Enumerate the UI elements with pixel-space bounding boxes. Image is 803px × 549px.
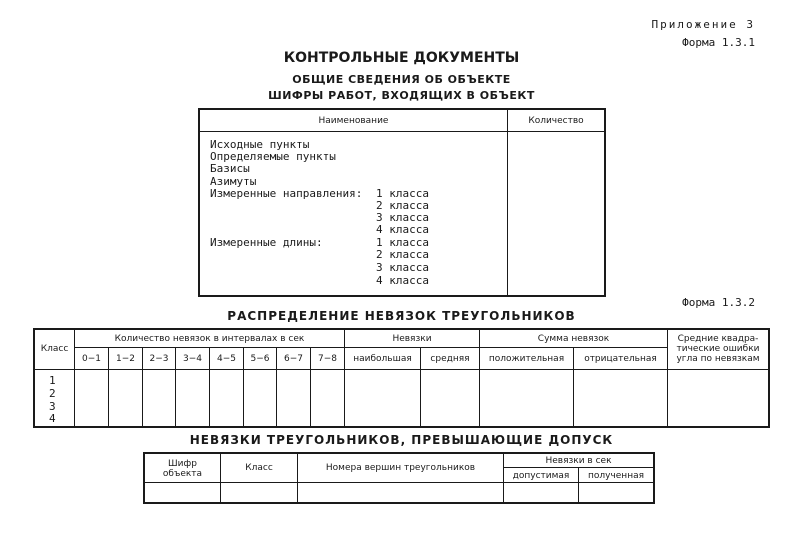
misclosure-mean: средняя	[430, 354, 470, 364]
section-title-codes: ШИФРЫ РАБОТ, ВХОДЯЩИХ В ОБЪЕКТ	[268, 89, 535, 102]
col-header-count: Количество	[528, 116, 584, 126]
col-header-code-line2: объекта	[162, 469, 203, 479]
col-header-name: Наименование	[318, 116, 389, 126]
lengths-class-2: 2 класса	[376, 248, 429, 261]
col-header-class: Класс	[40, 344, 69, 354]
form-label-2: Форма 1.3.2	[682, 296, 755, 309]
row-measured-lengths: Измеренные длины:	[210, 236, 323, 249]
interval-0-1: 0−1	[82, 354, 101, 364]
section-title-excess: НЕВЯЗКИ ТРЕУГОЛЬНИКОВ, ПРЕВЫШАЮЩИЕ ДОПУСК	[189, 433, 614, 447]
sum-negative: отрицательная	[584, 354, 657, 364]
directions-class-2: 2 класса	[376, 199, 429, 212]
col-header-rms-line1: Средние квадра-	[677, 334, 759, 344]
interval-5-6: 5−6	[250, 354, 270, 364]
interval-7-8: 7−8	[318, 354, 337, 364]
misclosure-allowed: допустимая	[512, 471, 570, 481]
lengths-class-3: 3 класса	[376, 261, 429, 274]
col-header-vertices: Номера вершин треугольников	[325, 463, 476, 473]
row-measured-directions: Измеренные направления:	[210, 187, 363, 200]
section-title-general: ОБЩИЕ СВЕДЕНИЯ ОБ ОБЪЕКТЕ	[292, 73, 511, 86]
directions-class-3: 3 класса	[376, 211, 429, 224]
interval-2-3: 2−3	[149, 354, 169, 364]
appendix-label: Приложение 3	[651, 18, 755, 31]
col-header-interval-count: Количество невязок в интервалах в сек	[114, 334, 305, 344]
class-row-1: 1	[49, 374, 56, 387]
row-azimuths: Азимуты	[210, 175, 257, 188]
page-title: КОНТРОЛЬНЫЕ ДОКУМЕНТЫ	[283, 50, 520, 66]
section-title-distribution: РАСПРЕДЕЛЕНИЕ НЕВЯЗОК ТРЕУГОЛЬНИКОВ	[227, 309, 576, 323]
misclosure-max: наибольшая	[353, 354, 412, 364]
col-header-class: Класс	[245, 463, 273, 473]
interval-4-5: 4−5	[217, 354, 236, 364]
interval-6-7: 6−7	[284, 354, 303, 364]
col-header-code-line1: Шифр	[168, 459, 197, 469]
col-header-misclosure: Невязки	[392, 334, 432, 344]
lengths-class-4: 4 класса	[376, 274, 429, 287]
class-row-4: 4	[49, 412, 56, 425]
col-header-sum: Сумма невязок	[537, 334, 610, 344]
row-bases: Базисы	[210, 162, 250, 175]
form-label-1: Форма 1.3.1	[682, 36, 755, 49]
interval-3-4: 3−4	[183, 354, 202, 364]
lengths-class-1: 1 класса	[376, 236, 429, 249]
col-header-rms-line3: угла по невязкам	[676, 354, 760, 364]
directions-class-4: 4 класса	[376, 223, 429, 236]
row-determined-points: Определяемые пункты	[210, 150, 336, 163]
row-source-points: Исходные пункты	[210, 138, 310, 151]
class-row-2: 2	[49, 387, 56, 400]
misclosure-obtained: полученная	[587, 471, 645, 481]
col-header-rms-line2: тические ошибки	[676, 344, 760, 354]
col-header-misclosure: Невязки в сек	[545, 456, 612, 466]
class-row-3: 3	[49, 400, 56, 413]
interval-1-2: 1−2	[116, 354, 135, 364]
directions-class-1: 1 класса	[376, 187, 429, 200]
sum-positive: положительная	[488, 354, 565, 364]
